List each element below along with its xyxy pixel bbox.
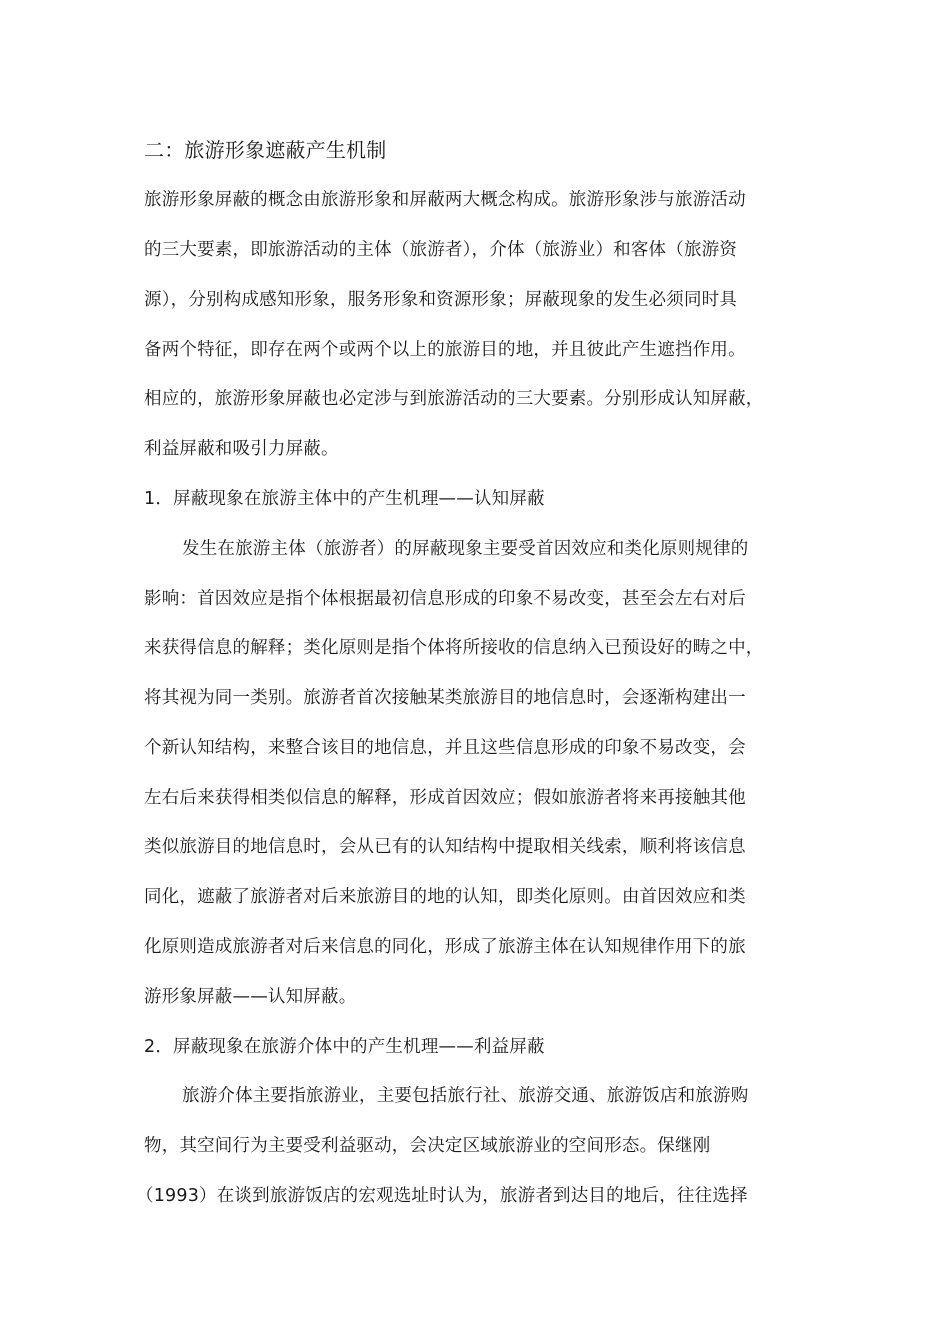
sub1-line-7: 类似旅游目的地信息时，会从已有的认知结构中提取相关线索，顺利将该信息 — [144, 837, 746, 857]
sub1-line-2: 影响：首因效应是指个体根据最初信息形成的印象不易改变，甚至会左右对后 — [144, 589, 746, 609]
sub2-line-2: 物，其空间行为主要受利益驱动，会决定区域旅游业的空间形态。保继刚 — [144, 1136, 711, 1156]
subsection-1-heading: 1．屏蔽现象在旅游主体中的产生机理——认知屏蔽 — [144, 489, 545, 509]
sub1-line-9: 化原则造成旅游者对后来信息的同化，形成了旅游主体在认知规律作用下的旅 — [144, 937, 746, 957]
intro-line-1: 旅游形象屏蔽的概念由旅游形象和屏蔽两大概念构成。旅游形象涉与旅游活动 — [144, 190, 746, 210]
sub1-line-1: 发生在旅游主体（旅游者）的屏蔽现象主要受首因效应和类化原则规律的 — [182, 539, 749, 559]
intro-line-2: 的三大要素，即旅游活动的主体（旅游者），介体（旅游业）和客体（旅游资 — [144, 240, 738, 260]
sub1-line-3: 来获得信息的解释；类化原则是指个体将所接收的信息纳入已预设好的畴之中， — [144, 638, 764, 658]
intro-line-3: 源），分别构成感知形象，服务形象和资源形象；屏蔽现象的发生必须同时具 — [144, 290, 738, 310]
intro-line-4: 备两个特征，即存在两个或两个以上的旅游目的地，并且彼此产生遮挡作用。 — [144, 340, 746, 360]
sub1-line-8: 同化，遮蔽了旅游者对后来旅游目的地的认知，即类化原则。由首因效应和类 — [144, 887, 746, 907]
intro-line-5: 相应的，旅游形象屏蔽也必定涉与到旅游活动的三大要素。分别形成认知屏蔽， — [144, 389, 764, 409]
sub2-line-3: （1993）在谈到旅游饭店的宏观选址时认为，旅游者到达目的地后，往往选择 — [136, 1186, 748, 1206]
sub1-line-6: 左右后来获得相类似信息的解释，形成首因效应；假如旅游者将来再接触其他 — [144, 788, 746, 808]
sub1-line-5: 个新认知结构，来整合该目的地信息，并且这些信息形成的印象不易改变，会 — [144, 738, 746, 758]
subsection-2-heading: 2．屏蔽现象在旅游介体中的产生机理——利益屏蔽 — [144, 1037, 545, 1057]
sub2-line-1: 旅游介体主要指旅游业，主要包括旅行社、旅游交通、旅游饭店和旅游购 — [182, 1086, 749, 1106]
sub1-line-4: 将其视为同一类别。旅游者首次接触某类旅游目的地信息时，会逐渐构建出一 — [144, 688, 746, 708]
intro-line-6: 利益屏蔽和吸引力屏蔽。 — [144, 439, 339, 459]
sub1-line-10: 游形象屏蔽——认知屏蔽。 — [144, 987, 357, 1007]
section-title: 二：旅游形象遮蔽产生机制 — [144, 138, 387, 162]
